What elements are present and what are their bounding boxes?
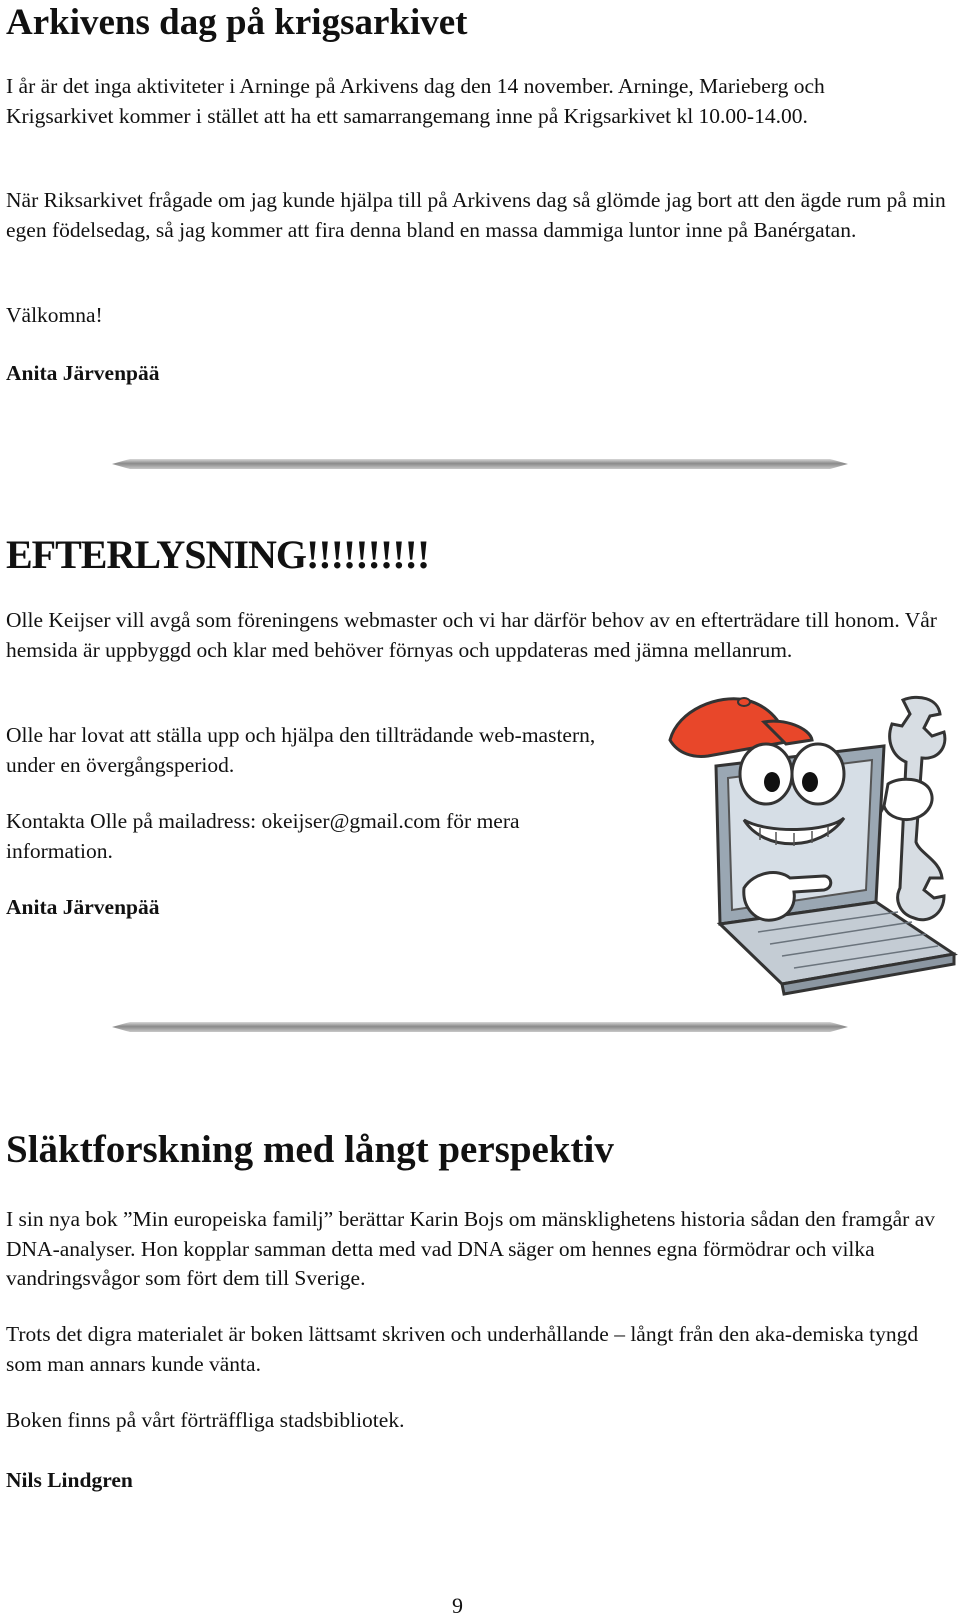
section-heading-efterlysning: EFTERLYSNING!!!!!!!!!! (6, 532, 430, 577)
paragraph-library: Boken finns på vårt förträffliga stadsbibliotek. (6, 1408, 405, 1432)
eye-right (792, 744, 844, 804)
paragraph-book-review: Trots det digra materialet är boken lättsamt skriven och underhållande – långt från den aka-demiska tyngd som man annars kunde vänta. (6, 1322, 919, 1376)
signature-anita-2: Anita Järvenpää (6, 895, 160, 919)
section-divider (112, 457, 848, 471)
signature-nils: Nils Lindgren (6, 1468, 133, 1492)
paragraph-book-intro: I sin nya bok ”Min europeiska familj” berättar Karin Bojs om mänsklighetens historia sådan den framgår av DNA-analyser. Hon kopplar samman detta med vad DNA säger om hennes egna förmödrar och vilka vandringsvågor som fört dem till Sverige. (6, 1207, 936, 1290)
signature-anita-1: Anita Järvenpää (6, 361, 160, 385)
page-number: 9 (452, 1593, 463, 1618)
paragraph-webmaster-request: Olle Keijser vill avgå som föreningens webmaster och vi har därför behov av en efterträdare till honom. Vår hemsida är uppbyggd och klar med behöver förnyas och uppdateras med jämna mellanrum. (6, 608, 937, 662)
laptop-mascot-illustration (648, 692, 960, 1000)
paragraph-olle-help: Olle har lovat att ställa upp och hjälpa den tillträdande web-mastern, under en övergångsperiod. (6, 723, 596, 777)
paragraph-arkivens-dag-birthday: När Riksarkivet frågade om jag kunde hjälpa till på Arkivens dag så glömde jag bort att den ägde rum på min egen födelsedag, så jag kommer att fira denna bland en massa dammiga luntor inne på Banérgatan. (6, 188, 946, 242)
section-divider (112, 1020, 848, 1034)
section-heading-slaktforskning: Släktforskning med långt perspektiv (6, 1128, 614, 1171)
paragraph-contact-olle: Kontakta Olle på mailadress: okeijser@gmail.com för mera information. (6, 809, 520, 863)
gloved-hand-right (884, 779, 932, 819)
section-heading-arkivens-dag: Arkivens dag på krigsarkivet (6, 2, 468, 43)
greeting-text: Välkomna! (6, 303, 103, 327)
eye-left (740, 744, 792, 804)
paragraph-arkivens-dag-intro: I år är det inga aktiviteter i Arninge på Arkivens dag den 14 november. Arninge, Marieberg och Krigsarkivet kommer i stället att ha ett samarrangemang inne på Krigsarkivet kl 10.00-14.00. (6, 74, 825, 128)
